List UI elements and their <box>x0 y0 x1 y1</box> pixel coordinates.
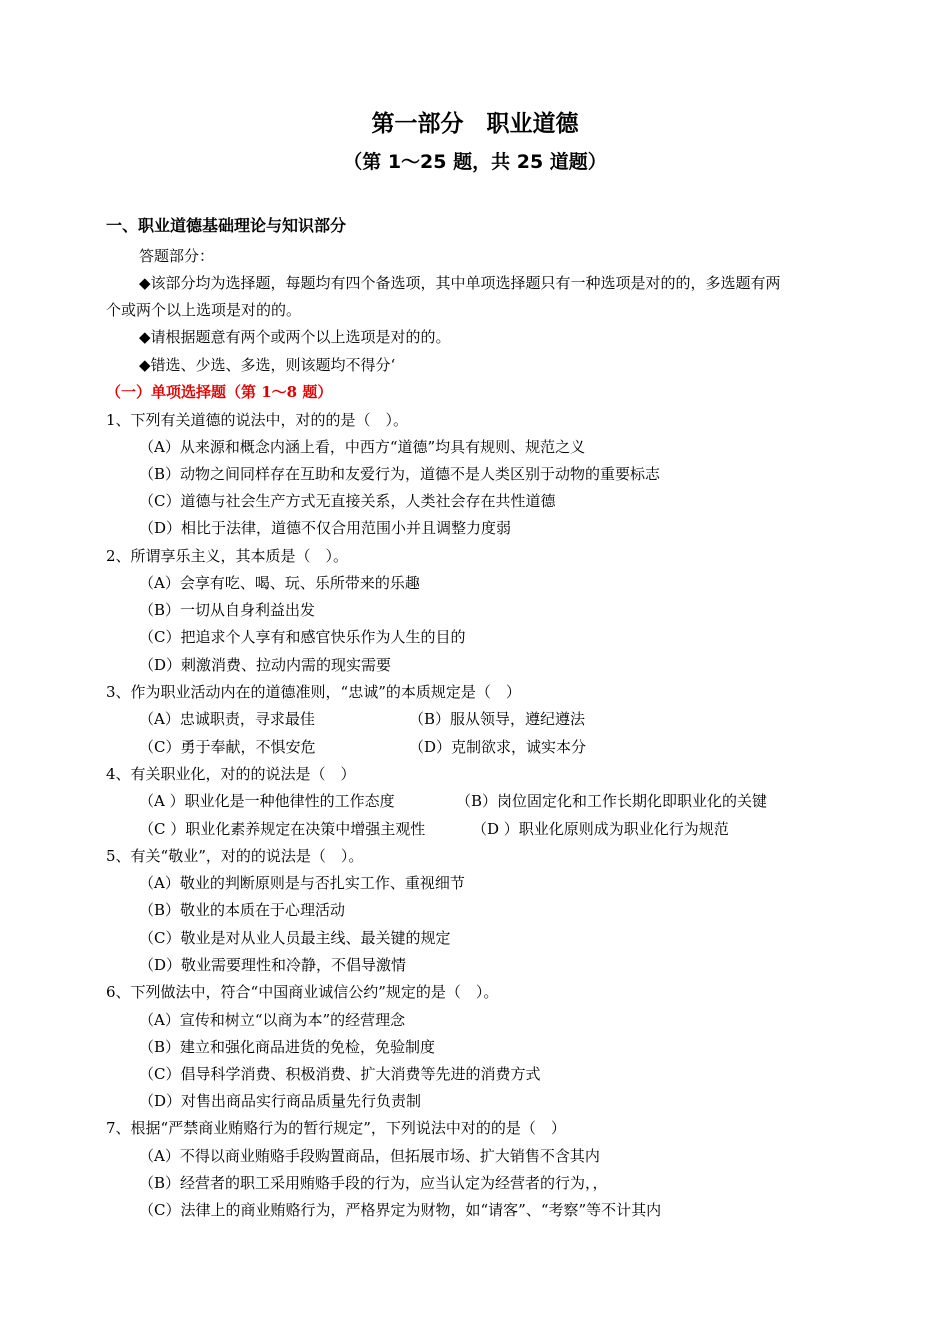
question-option: （D）对售出商品实行商品质量先行负责制 <box>139 1092 422 1110</box>
question-stem: 4、有关职业化，对的的说法是（ ） <box>106 765 356 783</box>
section-heading: 一、职业道德基础理论与知识部分 <box>106 216 347 235</box>
question-stem: 7、根据“严禁商业贿赂行为的暂行规定”，下列说法中对的的是（ ） <box>106 1119 566 1137</box>
question-option: （C）把追求个人享有和感官快乐作为人生的目的 <box>139 628 466 646</box>
question-option: （D）相比于法律，道德不仅合用范围小并且调整力度弱 <box>139 519 512 537</box>
question-option: （A）不得以商业贿赂手段购置商品，但拓展市场、扩大销售不含其内 <box>139 1147 600 1165</box>
question-option: （A）宣传和树立“以商为本”的经营理念 <box>139 1011 406 1029</box>
note-line: 个或两个以上选项是对的的。 <box>106 301 302 319</box>
question-option: （B）岗位固定化和工作长期化即职业化的关键 <box>456 792 768 810</box>
page-subtitle: （第 1～25 题，共 25 道题） <box>343 151 607 173</box>
question-stem: 3、作为职业活动内在的道德准则，“忠诚”的本质规定是（ ） <box>106 683 521 701</box>
question-option: （D）克制欲求，诚实本分 <box>409 738 587 756</box>
note-line: ◆该部分均为选择题，每题均有四个备选项，其中单项选择题只有一种选项是对的的，多选题有两 <box>139 274 781 292</box>
note-line: ◆请根据题意有两个或两个以上选项是对的的。 <box>139 328 451 346</box>
question-stem: 5、有关“敬业”，对的的说法是（ ）。 <box>106 847 364 865</box>
question-option: （A）从来源和概念内涵上看，中西方“道德”均具有规则、规范之义 <box>139 438 586 456</box>
question-stem: 6、下列做法中，符合“中国商业诚信公约”规定的是（ ）。 <box>106 983 499 1001</box>
question-option: （B）建立和强化商品进货的免检，免验制度 <box>139 1038 436 1056</box>
question-option: （B）动物之间同样存在互助和友爱行为，道德不是人类区别于动物的重要标志 <box>139 465 661 483</box>
question-option: （B）敬业的本质在于心理活动 <box>139 901 346 919</box>
subsection-heading: （一）单项选择题（第 1～8 题） <box>106 383 333 401</box>
question-option: （A）会享有吃、喝、玩、乐所带来的乐趣 <box>139 574 420 592</box>
question-stem: 1、下列有关道德的说法中，对的的是（ ）。 <box>106 411 409 429</box>
question-option: （A）忠诚职责，寻求最佳 <box>139 710 315 728</box>
question-option: （B）服从领导，遵纪遵法 <box>409 710 586 728</box>
question-stem: 2、所谓享乐主义，其本质是（ ）。 <box>106 547 349 565</box>
note-line: ◆错选、少选、多选，则该题均不得分‘ <box>139 356 396 374</box>
question-option: （A）敬业的判断原则是与否扎实工作、重视细节 <box>139 874 465 892</box>
question-option: （C）法律上的商业贿赂行为，严格界定为财物，如“请客”、“考察”等不计其内 <box>139 1201 662 1219</box>
question-option: （D ）职业化原则成为职业化行为规范 <box>472 820 729 838</box>
question-option: （C）敬业是对从业人员最主线、最关键的规定 <box>139 929 451 947</box>
question-option: （C ）职业化素养规定在决策中增强主观性 <box>139 820 426 838</box>
question-option: （D）刺激消费、拉动内需的现实需要 <box>139 656 392 674</box>
question-option: （B）经营者的职工采用贿赂手段的行为，应当认定为经营者的行为，， <box>139 1174 608 1192</box>
question-option: （B）一切从自身利益出发 <box>139 601 316 619</box>
question-option: （A ）职业化是一种他律性的工作态度 <box>139 792 395 810</box>
question-option: （C）勇于奉献，不惧安危 <box>139 738 316 756</box>
question-option: （C）道德与社会生产方式无直接关系，人类社会存在共性道德 <box>139 492 556 510</box>
intro-label: 答题部分： <box>139 247 215 265</box>
question-option: （C）倡导科学消费、积极消费、扩大消费等先进的消费方式 <box>139 1065 541 1083</box>
page-title: 第一部分 职业道德 <box>371 111 579 137</box>
question-option: （D）敬业需要理性和冷静，不倡导激情 <box>139 956 407 974</box>
